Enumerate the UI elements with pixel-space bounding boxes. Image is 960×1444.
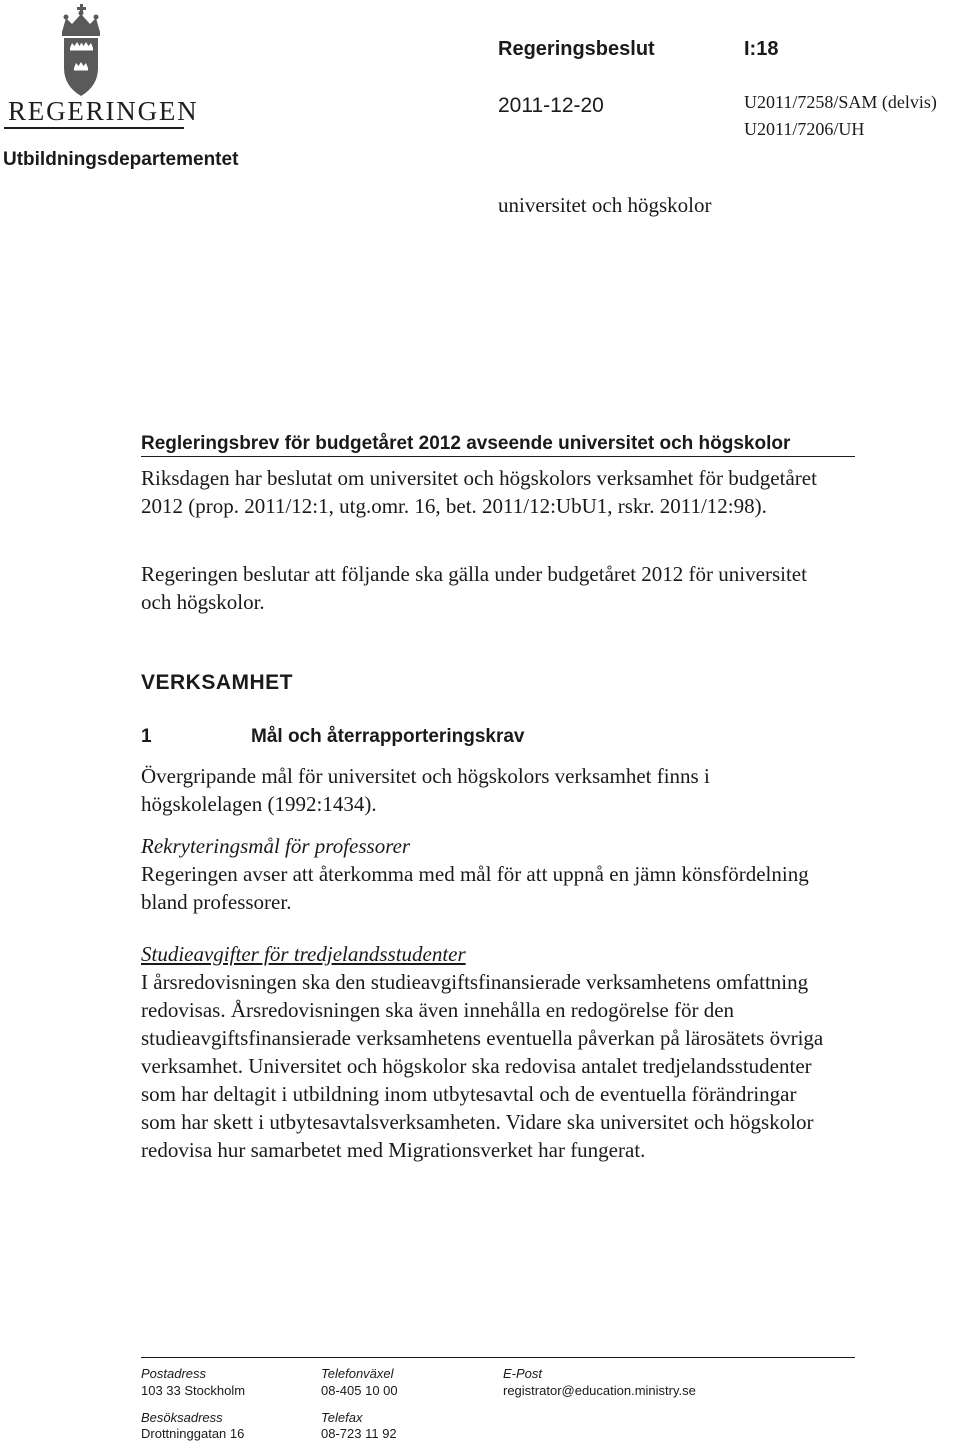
document-number: I:18 bbox=[744, 38, 779, 60]
email-address: registrator@education.ministry.se bbox=[503, 1383, 696, 1398]
postal-address: 103 33 Stockholm bbox=[141, 1383, 246, 1398]
intro-paragraph: Regeringen beslutar att följande ska gälla under budgetåret 2012 för universitet och högskolor. bbox=[141, 562, 807, 614]
document-title: Regleringsbrev för budgetåret 2012 avseende universitet och högskolor bbox=[141, 433, 855, 457]
professors-heading: Rekryteringsmål för professorer bbox=[141, 834, 411, 858]
logo-wordmark: REGERINGEN bbox=[8, 96, 199, 126]
government-logo bbox=[0, 0, 199, 132]
intro-paragraph: Riksdagen har beslutat om universitet och högskolors verksamhet för budgetåret 2012 (prop. 2011/12:1, utg.omr. 16, bet. 2011/12:UbU1, rskr. 2011/12:98). bbox=[141, 466, 817, 518]
recipient: universitet och högskolor bbox=[498, 193, 712, 217]
footer-divider bbox=[141, 1357, 855, 1358]
subsection-title: Mål och återrapporteringskrav bbox=[251, 726, 525, 747]
reference-number: U2011/7258/SAM (delvis) bbox=[744, 92, 937, 112]
professors-paragraph: Regeringen avser att återkomma med mål för att uppnå en jämn könsfördelning bland professorer. bbox=[141, 862, 809, 914]
switchboard-label: Telefonväxel bbox=[321, 1366, 394, 1381]
fax-number: 08-723 11 92 bbox=[321, 1426, 397, 1441]
postal-address-label: Postadress bbox=[141, 1366, 207, 1381]
email-label: E-Post bbox=[503, 1366, 543, 1381]
department-name: Utbildningsdepartementet bbox=[3, 149, 239, 170]
goals-paragraph: Övergripande mål för universitet och högskolors verksamhet finns i högskolelagen (1992:1434). bbox=[141, 764, 710, 816]
switchboard-number: 08-405 10 00 bbox=[321, 1383, 398, 1398]
logo-divider bbox=[4, 127, 184, 129]
document-type: Regeringsbeslut bbox=[498, 38, 655, 60]
subsection-number: 1 bbox=[141, 726, 152, 747]
tuition-fees-paragraph: I årsredovisningen ska den studieavgiftsfinansierade verksamhetens omfattning redovisas. Årsredovisningen ska även innehålla en redogörelse för den studieavgiftsfinansierade verksamhetens eventuella påverkan på lärosätets övriga verksamhet. Universitet och högskolor ska redovisa antalet tredjelandsstudenter som har deltagit i utbildning inom utbytesavtal och de eventuella förändringar som har skett i utbytesavtalsverksamheten. Vidare ska universitet och högskolor redovisa hur samarbetet med Migrationsverket har fungerat. bbox=[141, 970, 824, 1162]
visiting-address-label: Besöksadress bbox=[141, 1410, 223, 1425]
reference-number: U2011/7206/UH bbox=[744, 119, 865, 139]
visiting-address: Drottninggatan 16 bbox=[141, 1426, 245, 1441]
tuition-fees-heading: Studieavgifter för tredjelandsstudenter bbox=[141, 942, 466, 966]
section-heading: VERKSAMHET bbox=[141, 671, 294, 694]
fax-label: Telefax bbox=[321, 1410, 363, 1425]
document-date: 2011-12-20 bbox=[498, 94, 604, 117]
coat-of-arms-icon bbox=[0, 0, 186, 100]
